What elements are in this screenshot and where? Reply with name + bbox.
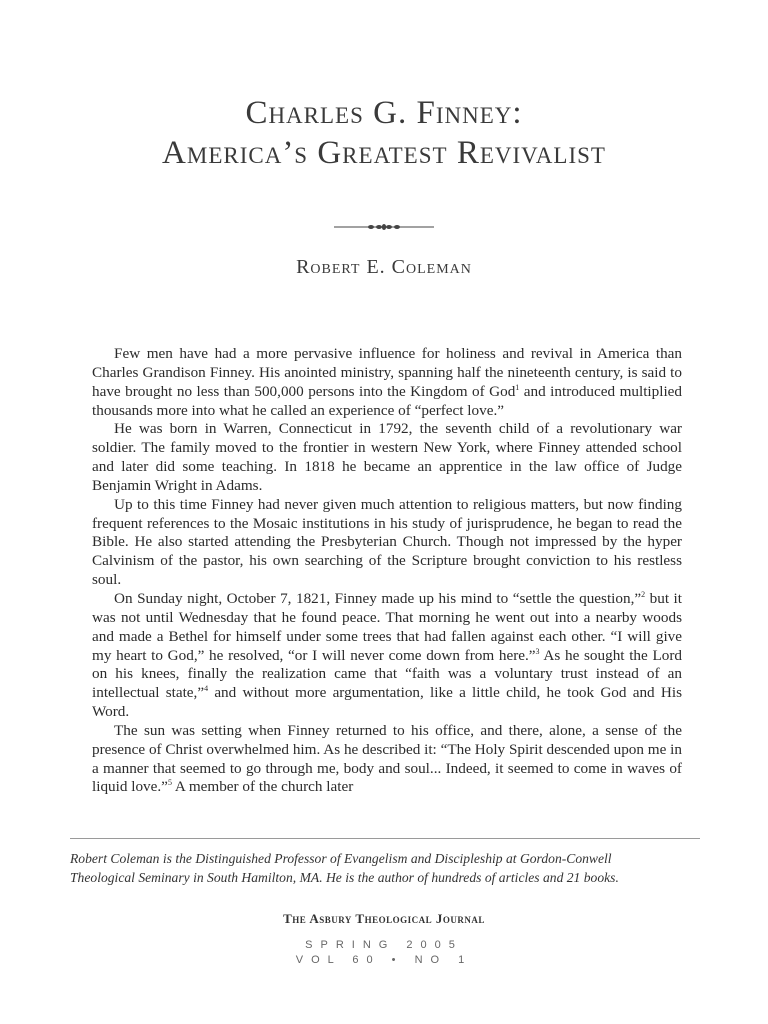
- footnote-line: Robert Coleman is the Distinguished Professor of Evangelism and Discipleship at Gordon-Conwell: [70, 851, 612, 866]
- journal-name: The Asbury Theological Journal: [283, 911, 485, 926]
- journal-season: SPRING 2005: [305, 939, 463, 951]
- footnote-divider: [70, 838, 700, 839]
- article-title-line-1: Charles G. Finney:: [245, 95, 523, 131]
- footnote-line: Theological Seminary in South Hamilton, MA. He is the author of hundreds of articles and 21 books.: [70, 870, 619, 885]
- ornament-divider-icon: [334, 222, 434, 232]
- paragraph: Few men have had a more pervasive influence for holiness and revival in America than Charles Grandison Finney. His anointed ministry, spanning half the nineteenth century, is said to have brought no less than 500,000 persons into the Kingdom of God$^1$ and introduced multiplied thousands more into what he called an experience of “perfect love.”: [92, 345, 683, 419]
- article-body: [92, 345, 682, 797]
- footnote-ref: 5: [167, 778, 172, 788]
- footnote-ref: 1: [515, 382, 520, 392]
- paragraph: Up to this time Finney had never given much attention to religious matters, but now finding frequent references to the Mosaic institutions in his study of jurisprudence, he began to read the Bible. He also started attending the Presbyterian Church. Though not impressed by the hyper Calvinism of the pastor, his own searching of the Scripture brought conviction to his restless soul.: [92, 495, 682, 589]
- footnote-ref: 3: [535, 646, 540, 656]
- author-footnote: [70, 849, 710, 887]
- paragraph: He was born in Warren, Connecticut in 1792, the seventh child of a revolutionary war soldier. The family moved to the frontier in western New York, where Finney attended school and later did some teaching. In 1818 he became an apprentice in the law office of Judge Benjamin Wright in Adams.: [92, 420, 682, 494]
- paragraph: On Sunday night, October 7, 1821, Finney made up his mind to “settle the question,”$^2$ but it was not until Wednesday that he found peace. That morning he went out into a nearby woods and made a Bethel for himself under some trees that had fallen against each other. “I will give my heart to God,” he resolved, “or I will never come down from here.”$^3$ As he sought the Lord on his knees, finally the realization came that “faith was a voluntary trust instead of an intellectual state,”$^4$ and without more argumentation, like a little child, he took God and His Word.: [92, 589, 682, 721]
- footnote-ref: 2: [641, 589, 646, 599]
- article-author: Robert E. Coleman: [296, 256, 472, 278]
- paragraph: The sun was setting when Finney returned to his office, and there, alone, a sense of the presence of Christ overwhelmed him. As he described it: “The Holy Spirit descended upon me in a manner that seemed to go through me, body and soul... Indeed, it seemed to come in waves of liquid love.”$^5$ A member of the church later: [92, 721, 682, 796]
- footnote-ref: 4: [204, 684, 209, 694]
- journal-volume: VOL 60 • NO 1: [295, 954, 473, 966]
- article-title-line-2: America’s Greatest Revivalist: [162, 135, 606, 171]
